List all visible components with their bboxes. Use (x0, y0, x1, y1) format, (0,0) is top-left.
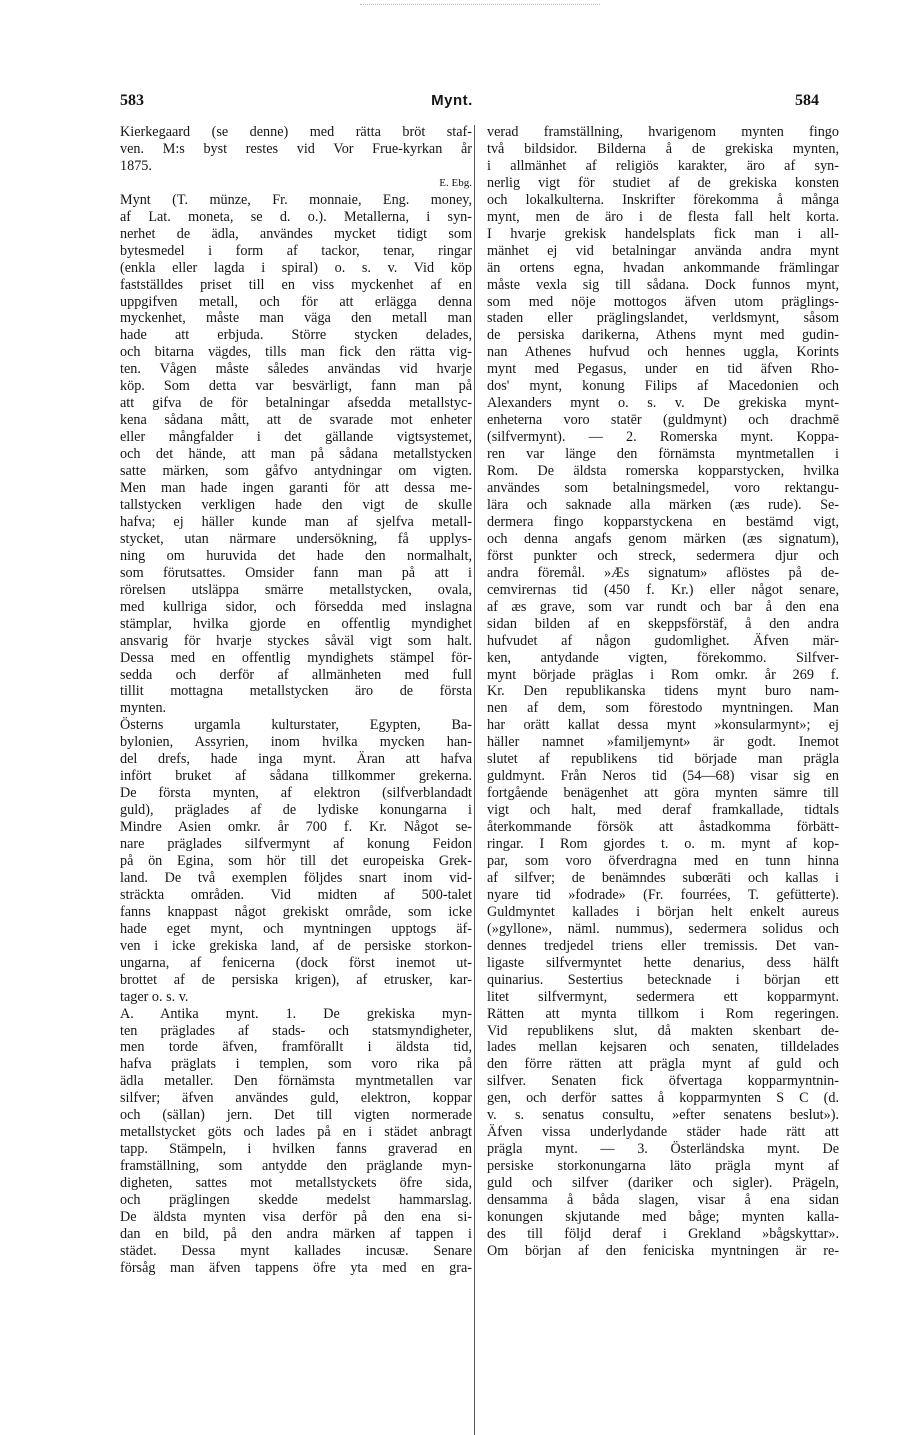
text-line: ren var länge den förnämsta myntmetallen i (487, 446, 839, 463)
text-line: Rom. De äldsta romerska kopparstycken, hvilka (487, 463, 839, 480)
text-line: quinarius. Sestertius betecknade i början ett (487, 971, 839, 988)
text-line: bytesmedel i form af tackor, tenar, ringar (120, 242, 472, 259)
text-line: mynt, men de äro i de flesta fall helt korta. (487, 208, 839, 225)
text-line: först punkter och streck, sedermera djur och (487, 547, 839, 564)
text-line: på ön Egina, som hör till det europeiska Grek- (120, 852, 472, 869)
text-line: Vid republikens slut, då makten skenbart de- (487, 1022, 839, 1039)
text-line: ansvarig för hvarje styckes såväl vigt som halt. (120, 632, 472, 649)
text-line: ven. M:s byst restes vid Vor Frue-kyrkan år (120, 140, 472, 157)
text-line: i allmänhet af religiös karakter, äro af syn- (487, 157, 839, 174)
text-line: städet. Dessa mynt kallades incusæ. Senare (120, 1242, 472, 1259)
text-line: Kr. Den republikanska tidens mynt buro nam- (487, 683, 839, 700)
text-line: mänhet ej vid betalningar använda andra mynt (487, 242, 839, 259)
text-line: Men man hade ingen garanti för att dessa me- (120, 480, 472, 497)
text-line: kena sådana mått, att de svarade mot enheter (120, 412, 472, 429)
text-line: försåg man äfven tappens öfre yta med en gra- (120, 1259, 472, 1276)
text-line: nare präglades silfvermynt af konung Feidon (120, 836, 472, 853)
text-line: persiske storkonungarna läto prägla mynt af (487, 1158, 839, 1175)
text-line: köp. Som detta var besvärligt, fann man på (120, 378, 472, 395)
scan-mark (360, 4, 600, 5)
text-line: del drefs, hade inga mynt. Äran att hafva (120, 751, 472, 768)
text-line: två bildsidor. Bilderna å de grekiska mynten, (487, 140, 839, 157)
text-line: vigt och halt, med deraf framkallade, tidtals (487, 802, 839, 819)
text-line: sträckta områden. Vid midten af 500-talet (120, 886, 472, 903)
text-line: gen, och derför sattes å kopparmynten S C (d. (487, 1090, 839, 1107)
text-line: Österns urgamla kulturstater, Egypten, Ba- (120, 717, 472, 734)
text-line: hade eget mynt, och myntningen upptogs äf- (120, 920, 472, 937)
text-line: har orätt kallat dessa mynt »konsularmynt»; ej (487, 717, 839, 734)
text-line: mynt med Pegasus, under en tid äfven Rho- (487, 361, 839, 378)
text-line: och bitarna vägdes, tills man fick den rätta vig- (120, 344, 472, 361)
text-line: bylonien, Assyrien, inom hvilka mycken han- (120, 734, 472, 751)
text-line: måste vexla sig till sådana. Dock funnos mynt, (487, 276, 839, 293)
text-line: med kullriga sidor, och försedda med inslagna (120, 598, 472, 615)
right-column (487, 124, 839, 1260)
text-line: ligaste silfvermyntet hette denarius, dess hälft (487, 954, 839, 971)
text-line: densamma å båda slagen, visar å ena sidan (487, 1192, 839, 1209)
text-line: De första mynten, af elektron (silfverblandadt (120, 785, 472, 802)
text-line: mynt började präglas i Rom omkr. år 269 f. (487, 666, 839, 683)
text-line: sidan bilden af en skeppsförstäf, å den andra (487, 615, 839, 632)
text-line: (silfvermynt). — 2. Romerska mynt. Koppa- (487, 429, 839, 446)
text-line: konungen skjutande med båge; mynten kalla- (487, 1209, 839, 1225)
text-line: silfver; äfven användes guld, elektron, koppar (120, 1090, 472, 1107)
text-line: dos' mynt, konung Filips af Macedonien och (487, 378, 839, 395)
text-line: des till följd deraf i Grekland »bågskyttar». (487, 1225, 839, 1242)
text-line: I hvarje grekisk handelsplats fick man i all- (487, 225, 839, 242)
text-line: guldmynt. Från Neros tid (54—68) visar sig en (487, 768, 839, 785)
right-page-number: 584 (795, 92, 819, 109)
text-line: ungarna, af fenicerna (dock först inemot ut- (120, 954, 472, 971)
text-line: dermera fingo kopparstyckena en bestämd vigt, (487, 513, 839, 530)
text-line: guld och silfver (dariker och sigler). Prägeln, (487, 1175, 839, 1192)
text-line: (»gyllone», näml. nummus), sedermera solidus och (487, 920, 839, 937)
text-line: Mindre Asien omkr. år 700 f. Kr. Något se- (120, 819, 472, 836)
text-line: ning om huruvida det hade den normalhalt, (120, 547, 472, 564)
text-line: hade att erbjuda. Större stycken delades, (120, 327, 472, 344)
text-line: nen af dem, som förestodo myntningen. Man (487, 700, 839, 717)
text-line: staden eller präglingslandet, verldsmynt, såsom (487, 310, 839, 327)
text-line: guld), präglades af de lydiske konungarna i (120, 802, 472, 819)
text-line: v. s. senatus consultu, »efter senatens beslut»). (487, 1107, 839, 1124)
text-line: silfver. Senaten fick öfvertaga kopparmyntnin- (487, 1073, 839, 1090)
text-line: myckenhet, måste man väga den metall man (120, 310, 472, 327)
text-line: hafva präglats i templen, som voro rika på (120, 1056, 472, 1073)
text-line: prägla mynt. — 3. Österländska mynt. De (487, 1141, 839, 1158)
text-line: uppgifven metall, och för att erlägga denna (120, 293, 472, 310)
text-line: stycket, utan närmare undersökning, få upplys- (120, 530, 472, 547)
text-line: satte märken, som gåfvo antydningar om vigten. (120, 463, 472, 480)
text-line: metallstycket göts och lades på en i städet anbragt (120, 1124, 472, 1141)
text-line: än ortens egna, hvadan ankommande främlingar (487, 259, 839, 276)
text-line: nerhet de ädla, användes mycket tidigt som (120, 225, 472, 242)
text-line: ringar. I Rom gjordes t. o. m. mynt af kop- (487, 836, 839, 853)
left-column (120, 124, 472, 1277)
text-line: nan Athenes hufvud och hennes uggla, Korints (487, 344, 839, 361)
page-title: Mynt. (431, 92, 473, 109)
text-line: men torde äfven, framförallt i äldsta tid, (120, 1039, 472, 1056)
text-line: Om början af den feniciska myntningen är re- (487, 1242, 839, 1259)
text-line: användes som betalningsmedel, voro rektangu- (487, 480, 839, 497)
text-line: Mynt (T. münze, Fr. monnaie, Eng. money, (120, 191, 472, 208)
text-line: Äfven vissa underlydande städer hade rätt att (487, 1124, 839, 1141)
text-line: 1875. (120, 157, 152, 174)
text-line: att gifva de för betalningar afsedda metallstyc- (120, 395, 472, 412)
text-line: nyare tid »fodrade» (Fr. fourrées, T. gefütterte). (487, 886, 839, 903)
text-line: verad framställning, hvarigenom mynten fingo (487, 124, 839, 140)
text-line: lära och saknade alla märken (æs rude). Se- (487, 496, 839, 513)
left-page-number: 583 (120, 92, 144, 109)
text-line: sedda och derför af allmänheten med full (120, 666, 472, 683)
text-line: infört bruket af sådana tillkommer grekerna. (120, 768, 472, 785)
text-line: cemvirernas tid (450 f. Kr.) eller något senare, (487, 581, 839, 598)
text-line: dennes tredjedel triens eller tremissis. Det van- (487, 937, 839, 954)
text-line: af Lat. moneta, se d. o.). Metallerna, i syn- (120, 208, 472, 225)
text-line: litet silfvermynt, sedermera ett kopparmynt. (487, 988, 839, 1005)
text-line: fortgående benägenhet att göra mynten sämre till (487, 785, 839, 802)
text-line: af æs grave, som var rundt och bar å den ena (487, 598, 839, 615)
text-line: lades mellan kejsaren och senaten, tilldelades (487, 1039, 839, 1056)
text-line: E. Ebg. (439, 176, 472, 189)
text-line: tallstycken verkligen hade den vigt de skulle (120, 496, 472, 513)
text-line: mynten. (120, 700, 167, 717)
text-line: A. Antika mynt. 1. De grekiska myn- (120, 1005, 472, 1022)
text-line: tapp. Stämpeln, i hvilken fanns graverad en (120, 1141, 472, 1158)
text-line: ten präglades af stads- och statsmyndigheter, (120, 1022, 472, 1039)
text-line: ädla metaller. Den förnämsta myntmetallen var (120, 1073, 472, 1090)
text-line: par, som voro öfverdragna med en tunn hinna (487, 852, 839, 869)
text-line: land. De två exemplen följdes snart inom vid- (120, 869, 472, 886)
text-line: Kierkegaard (se denne) med rätta bröt staf- (120, 124, 472, 140)
text-line: den förre rätten att prägla mynt af guld och (487, 1056, 839, 1073)
text-line: som med nöje mottogos äfven utom präglings- (487, 293, 839, 310)
text-line: af silfver; de benämndes subœrāti och kallas i (487, 869, 839, 886)
text-line: dan en bild, på den andra märken af tappen i (120, 1225, 472, 1242)
text-line: fastställdes priset till en viss myckenhet af en (120, 276, 472, 293)
text-line: häller namnet »familjemynt» är godt. Inemot (487, 734, 839, 751)
text-line: och det hände, att man på sådana metallstycken (120, 446, 472, 463)
text-line: slutet af republikens tid började man prägla (487, 751, 839, 768)
column-divider (474, 125, 475, 1435)
text-line: de persiska darikerna, Athens mynt med gudin- (487, 327, 839, 344)
text-line: ven i icke grekiska land, af de persiske storkon- (120, 937, 472, 954)
text-line: De äldsta mynten visa derför på den ena si- (120, 1209, 472, 1225)
text-line: ken, antydande vigten, förekommo. Silfver- (487, 649, 839, 666)
text-line: tillit mottagna metallstycken äro de första (120, 683, 472, 700)
text-line: brottet af de persiska krigen), af etrusker, kar- (120, 971, 472, 988)
text-line: (enkla eller lagda i spiral) o. s. v. Vid köp (120, 259, 472, 276)
text-line: och denna angafs genom märken (æs signatum), (487, 530, 839, 547)
text-line: ten. Vågen måste således användas vid hvarje (120, 361, 472, 378)
text-line: och lokalkulterna. Inskrifter förekomma å många (487, 191, 839, 208)
text-line: Guldmyntet kallades i början helt enkelt aureus (487, 903, 839, 920)
text-line: som förutsattes. Omsider fann man på att i (120, 564, 472, 581)
text-line: rörelsen utsläppa smärre metallstycken, ovala, (120, 581, 472, 598)
text-line: Alexanders mynt o. s. v. De grekiska mynt- (487, 395, 839, 412)
text-line: stämplar, hvilka gjorde en offentlig myndighet (120, 615, 472, 632)
text-line: nerlig vigt för studiet af de grekiska konsten (487, 174, 839, 191)
text-line: framställning, som antydde den präglande myn- (120, 1158, 472, 1175)
text-line: och (sällan) jern. Det till vigten normerade (120, 1107, 472, 1124)
text-line: enheterna voro statēr (guldmynt) och drachmē (487, 412, 839, 429)
text-line: andra föremål. »Æs signatum» aflöstes på de- (487, 564, 839, 581)
text-line: tager o. s. v. (120, 988, 189, 1005)
text-line: Dessa med en offentlig myndighets stämpel för- (120, 649, 472, 666)
text-line: och präglingen skedde medelst hammarslag. (120, 1192, 472, 1209)
text-line: hufvudet af någon gudomlighet. Äfven mär- (487, 632, 839, 649)
text-line: återkommande försök att åstadkomma förbätt- (487, 819, 839, 836)
text-line: Rätten att mynta tillkom i Rom regeringen. (487, 1005, 839, 1022)
text-line: digheten, sattes mot metallstyckets öfre sida, (120, 1175, 472, 1192)
text-line: hafva; ej häller kunde man af sjelfva metall- (120, 513, 472, 530)
text-line: eller mångfalder i det gällande vigtsystemet, (120, 429, 472, 446)
text-line: fanns knappast något grekiskt område, som icke (120, 903, 472, 920)
